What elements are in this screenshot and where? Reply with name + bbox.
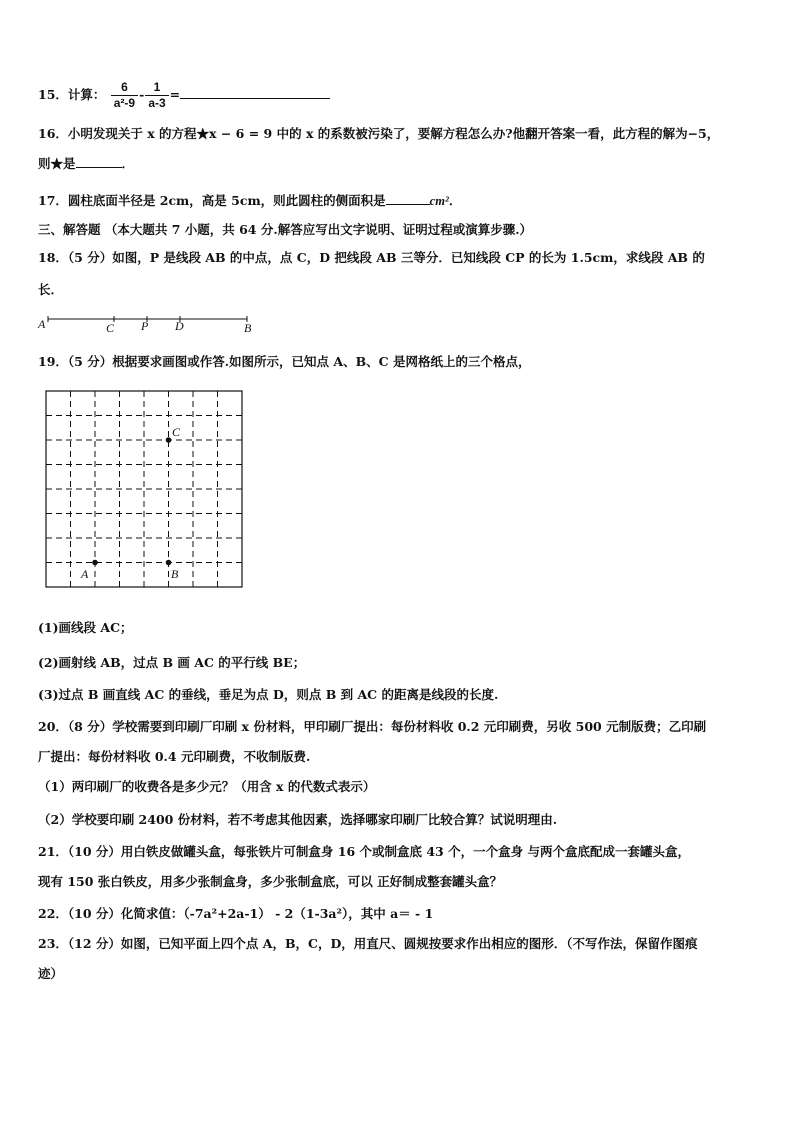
question-20-part-2: （2）学校要印刷 2400 份材料，若不考虑其他因素，选择哪家印刷厂比较合算？试说明理由. — [38, 812, 558, 827]
question-20-part-1: （1）两印刷厂的收费各是多少元？（用含 x 的代数式表示） — [38, 779, 376, 794]
label-p: P — [141, 319, 149, 333]
label-b: B — [171, 567, 179, 581]
grid-figure — [40, 385, 250, 595]
fraction-1-over-a-3 — [145, 80, 168, 111]
question-16-line2 — [38, 156, 134, 172]
fraction-numerator: 6 — [111, 80, 138, 96]
question-18-line1: 18．（5 分）如图，P 是线段 AB 的中点，点 C，D 把线段 AB 三等分．已知线段 CP 的长为 1.5cm，求线段 AB 的 — [38, 250, 705, 265]
label-c: C — [106, 321, 115, 335]
question-19: 19．（5 分）根据要求画图或作答.如图所示，已知点 A、B、C 是网格纸上的三个格点， — [38, 354, 531, 369]
q16-text: 则★是 — [38, 156, 76, 171]
question-23-line1: 23．（12 分）如图，已知平面上四个点 A，B，C，D，用直尺、圆规按要求作出相应的图形．（不写作法，保留作图痕 — [38, 936, 698, 951]
label-a: A — [38, 317, 46, 331]
question-15 — [38, 80, 330, 111]
question-23-line2: 迹） — [38, 966, 64, 981]
minus-sign: - — [139, 87, 145, 102]
answer-blank — [386, 204, 430, 205]
q16-period: ． — [121, 156, 135, 171]
point-b — [166, 560, 172, 566]
q17-unit: cm²． — [429, 194, 462, 208]
question-22: 22．（10 分）化简求值：（-7a²+2a-1） - 2（1-3a²），其中 a＝ - 1 — [38, 906, 434, 921]
q19-part-2: (2)画射线 AB，过点 B 画 AC 的平行线 BE； — [38, 655, 306, 670]
label-a: A — [81, 567, 89, 581]
question-17 — [38, 193, 461, 209]
fraction-denominator: a-3 — [148, 96, 166, 110]
question-20-line1: 20．（8 分）学校需要到印刷厂印刷 x 份材料，甲印刷厂提出：每份材料收 0.2 元印刷费，另收 500 元制版费；乙印刷 — [38, 719, 707, 734]
point-c — [166, 437, 172, 443]
question-18-line2: 长． — [38, 282, 64, 297]
fraction-numerator: 1 — [145, 80, 168, 96]
segment-ab-figure — [36, 310, 266, 338]
fraction-6-over-a2-9 — [111, 80, 138, 111]
q19-part-3: (3)过点 B 画直线 AC 的垂线，垂足为点 D，则点 B 到 AC 的距离是线段的长度. — [38, 687, 499, 702]
section-3-heading: 三、解答题 （本大题共 7 小题，共 64 分.解答应写出文字说明、证明过程或演算步骤.） — [38, 222, 533, 237]
question-21-line2: 现有 150 张白铁皮，用多少张制盒身，多少张制盒底，可以 正好制成整套罐头盒？ — [38, 874, 503, 889]
q19-part-1: (1)画线段 AC； — [38, 620, 133, 635]
point-a — [92, 560, 98, 566]
fraction-denominator: a²-9 — [113, 96, 136, 110]
equals-sign: = — [169, 87, 181, 102]
grid-lines — [46, 391, 242, 587]
question-21-line1: 21．（10 分）用白铁皮做罐头盒，每张铁片可制盒身 16 个或制盒底 43 个，一个盒身 与两个盒底配成一套罐头盒， — [38, 844, 690, 859]
grid-border — [46, 391, 242, 587]
label-b: B — [244, 321, 252, 335]
answer-blank — [76, 167, 122, 168]
question-20-line2: 厂提出：每份材料收 0.4 元印刷费，不收制版费. — [38, 749, 311, 764]
label-c: C — [172, 425, 181, 439]
answer-blank — [180, 98, 330, 99]
label-d: D — [175, 319, 184, 333]
question-16-line1: 16．小明发现关于 x 的方程★x − 6 = 9 中的 x 的系数被污染了，要解方程怎么办?他翻开答案一看，此方程的解为−5， — [38, 126, 720, 141]
q15-label: 15．计算： — [38, 87, 106, 102]
q17-text: 17．圆柱底面半径是 2cm，高是 5cm，则此圆柱的侧面积是 — [38, 193, 386, 208]
